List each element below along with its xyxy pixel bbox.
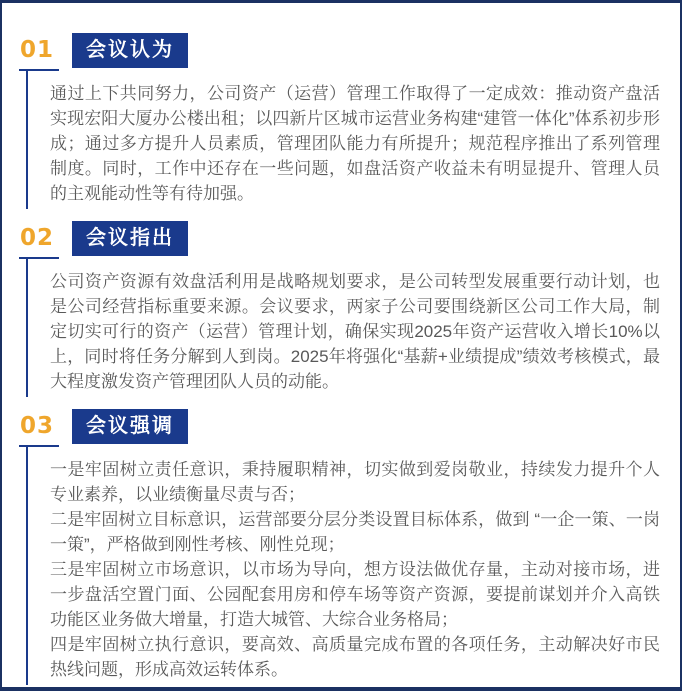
section-01-header <box>20 33 662 68</box>
section-02 <box>2 221 662 407</box>
section-paragraph: 二是牢固树立目标意识，运营部要分层分类设置目标体系，做到 “一企一策、一岗一策”，严格做到刚性考核、刚性兑现； <box>50 510 660 554</box>
section-number: 03 <box>20 413 55 439</box>
section-title-badge: 会议认为 <box>72 33 188 68</box>
section-number: 02 <box>20 225 55 251</box>
section-03-body <box>2 447 662 691</box>
section-02-header <box>20 221 662 256</box>
section-title-badge: 会议指出 <box>72 221 188 256</box>
section-paragraph: 一是牢固树立责任意识，秉持履职精神，切实做到爱岗敬业，持续发力提升个人专业素养，以业绩衡量尽责与否； <box>50 460 660 504</box>
section-number: 01 <box>20 37 55 63</box>
section-paragraph: 公司资产资源有效盘活利用是战略规划要求，是公司转型发展重要行动计划，也是公司经营指标重要来源。会议要求，两家子公司要围绕新区公司工作大局，制定切实可行的资产（运营）管理计划，确保实现2025年资产运营收入增长10%以上，同时将任务分解到人到岗。2025年将强化“基薪+业绩提成”绩效考核模式，最大程度激发资产管理团队人员的动能。 <box>50 272 660 391</box>
section-02-body <box>2 259 662 407</box>
section-paragraph: 通过上下共同努力，公司资产（运营）管理工作取得了一定成效：推动资产盘活实现宏阳大厦办公楼出租；以四新片区城市运营业务构建“建管一体化”体系初步形成；通过多方提升人员素质，管理团队能力有所提升；规范程序推出了系列管理制度。同时，工作中还存在一些问题，如盘活资产收益未有明显提升、管理人员的主观能动性等有待加强。 <box>50 84 660 203</box>
section-03-header <box>20 409 662 444</box>
section-paragraph: 三是牢固树立市场意识，以市场为导向，想方设法做优存量，主动对接市场，进一步盘活空置门面、公园配套用房和停车场等资产资源，要提前谋划并介入高铁功能区业务做大增量，打造大城管、大综合业务格局； <box>50 560 660 629</box>
section-01 <box>2 33 662 219</box>
section-title-badge: 会议强调 <box>72 409 188 444</box>
section-03 <box>2 409 662 691</box>
section-01-body <box>2 71 662 219</box>
section-paragraph: 四是牢固树立执行意识，要高效、高质量完成布置的各项任务，主动解决好市民热线问题，形成高效运转体系。 <box>50 635 660 679</box>
